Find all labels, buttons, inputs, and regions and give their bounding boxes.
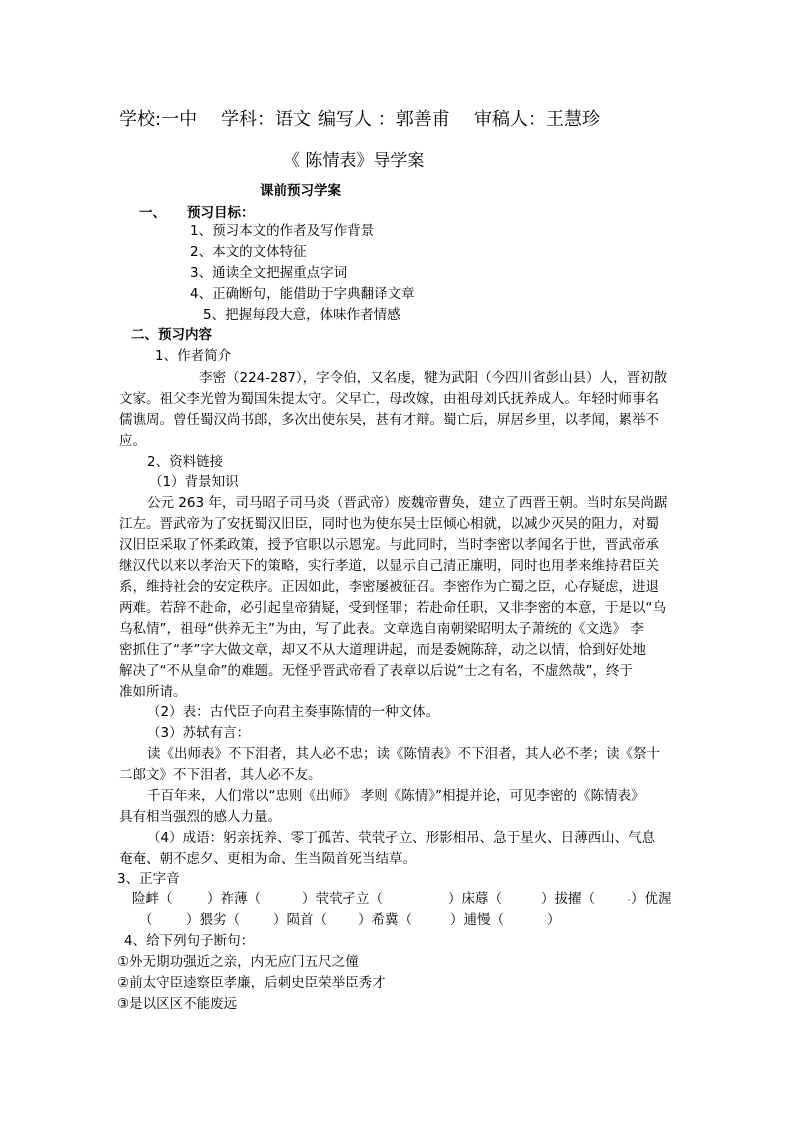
background-line: 准如所请。 [119, 684, 187, 700]
section1-number: 一、 [139, 205, 166, 221]
subject-label: 学科：语文 [221, 109, 311, 130]
background-line: 江左。晋武帝为了安抚蜀汉旧臣，同时也为使东吴士臣倾心相就，以减少灭吴的阻力，对蜀 [119, 516, 659, 532]
background-line: 系，维持社会的安定秩序。正因如此，李密屡被征召。李密作为亡蜀之臣，心存疑虑，进退 [119, 579, 659, 595]
pronounce-item: ） [547, 912, 561, 928]
punctuate-item: ②前太守臣逵察臣孝廉，后刺史臣荣举臣秀才 [117, 975, 386, 991]
sushi-quote-line: 读《出师表》不下泪者，其人必不忠；读《陈情表》不下泪者，其人必不孝；读《祭十 [147, 746, 660, 762]
punctuate-item: ③是以区区不能废远 [117, 996, 238, 1012]
qian-line: 千百年来，人们常以“忠则《出师》 孝则《陈情》”相提并论，可见李密的《陈情表》 [147, 788, 645, 804]
background-line: 解决了“不从皇命”的难题。无怪乎晋武帝看了表章以后说“士之有名，不虚然哉”，终于 [119, 663, 633, 679]
goal-item: 1、预习本文的作者及写作背景 [190, 223, 375, 239]
goal-item: 3、通读全文把握重点字词 [190, 265, 348, 281]
goal-item: 5、把握每段大意，体味作者情感 [203, 307, 401, 323]
author-intro-line: 文家。祖父李光曾为蜀国朱提太守。父早亡，母改嫁，由祖母刘氏抚养成人。年轻时师事名 [119, 391, 659, 407]
background-label: （1）背景知识 [149, 474, 239, 490]
background-line: 密抓住了“孝”字大做文章，却又不从大道理讲起，而是委婉陈辞，动之以情，恰到好处地 [119, 642, 646, 658]
pronounce-label: 3、正字音 [117, 871, 180, 887]
section2-heading: 二、预习内容 [131, 327, 212, 343]
pronounce-item: ）床蓐（ [448, 891, 502, 907]
background-line: 汉旧臣采取了怀柔政策，授予官职以示恩宠。与此同时，当时李密以孝闻名于世，晋武帝承 [119, 537, 659, 553]
author-intro-line: 儒谯周。曾任蜀汉尚书郎，多次出使东吴，甚有才辩。蜀亡后，屏居乡里，以孝闻，累举不 [119, 412, 659, 428]
pronounce-item: ）陨首（ [273, 912, 327, 928]
pronounce-item: ）茕茕孑立（ [302, 891, 383, 907]
pronounce-item: ）猥劣（ [186, 912, 240, 928]
pronounce-item: ）逋慢（ [450, 912, 504, 928]
biao-definition: （2）表：古代臣子向君主奏事陈情的一种文体。 [147, 704, 440, 720]
sushi-label: （3）苏轼有言： [147, 725, 251, 741]
school-label: 学校:一中 [119, 109, 198, 130]
goal-item: 4、正确断句，能借助于字典翻译文章 [190, 286, 415, 302]
author-intro-line: 应。 [119, 433, 146, 449]
punctuate-label: 4、给下列句子断句： [124, 933, 255, 949]
background-line: 公元 263 年，司马昭子司马炎（晋武帝）废魏帝曹奂，建立了西晋王朝。当时东吴尚踞 [147, 495, 668, 511]
document-subtitle: 课前预习学案 [260, 183, 341, 199]
reviewer-label: 审稿人：王慧珍 [474, 109, 600, 130]
idiom-line: （4）成语：躬亲抚养、零丁孤苦、茕茕孑立、形影相吊、急于星火、日薄西山、气息 [147, 830, 656, 846]
section1-heading: 预习目标： [187, 205, 255, 221]
qian-line: 具有相当强烈的感人力量。 [119, 809, 281, 825]
background-line: 继汉代以来以孝治天下的策略，实行孝道，以显示自己清正廉明，同时也用孝来维持君臣关 [119, 558, 659, 574]
sushi-quote-line: 二郎文》不下泪者，其人必不友。 [119, 767, 322, 783]
author-intro-label: 1、作者简介 [155, 348, 232, 364]
pronounce-item: ）希冀（ [358, 912, 412, 928]
background-line: 乌私情”，祖母“供养无主”为由，写了此表。文章选自南朝梁昭明太子萧统的《文选》 李 [119, 621, 644, 637]
links-label: 2、资料链接 [147, 454, 224, 470]
pronounce-item: ）优渥 [631, 891, 672, 907]
pronounce-item: 险衅（ [132, 891, 173, 907]
goal-item: 2、本文的文体特征 [190, 244, 307, 260]
document-title: 《 陈情表》导学案 [283, 151, 425, 171]
idiom-line: 奄奄、朝不虑夕、更相为命、生当陨首死当结草。 [119, 851, 416, 867]
author-intro-line: 李密（224-287），字令伯，又名虔，犍为武阳（今四川省彭山县）人，晋初散 [199, 370, 668, 386]
punctuate-item: ①外无期功强近之亲，内无应门五尺之僮 [117, 954, 359, 970]
background-line: 两难。若辞不赴命，必引起皇帝猜疑，受到怪罪；若赴命任职，又非李密的本意，于是以“乌 [119, 600, 666, 616]
pronounce-item: ）拔擢（ [541, 891, 595, 907]
orange-dot-mark: . [627, 889, 632, 905]
pronounce-item: （ [139, 912, 153, 928]
author-label: 编写人 ：郭善甫 [318, 109, 450, 130]
pronounce-item: ）祚薄（ [207, 891, 261, 907]
